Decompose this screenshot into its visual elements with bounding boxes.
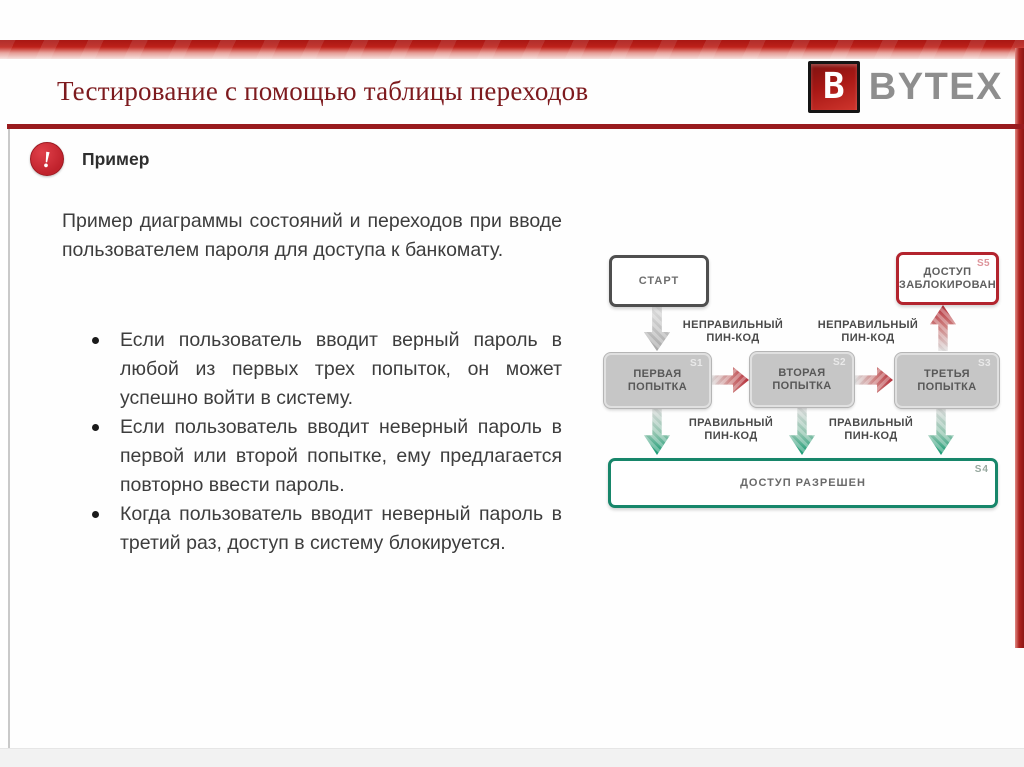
arrow-third-to-granted	[928, 408, 954, 455]
state-code: S1	[689, 358, 703, 369]
edge-label-wrong-pin: НЕПРАВИЛЬНЫЙ ПИН-КОД	[682, 319, 784, 344]
state-label: ДОСТУП ЗАБЛОКИРОВАН	[898, 265, 997, 291]
left-edge-line	[8, 129, 10, 763]
state-label: ВТОРАЯ ПОПЫТКА	[772, 366, 832, 392]
list-item: Если пользователь вводит неверный пароль в первой или второй попытке, ему предлагается повторно ввести пароль.	[90, 413, 562, 500]
state-label: ТРЕТЬЯ ПОПЫТКА	[917, 367, 977, 393]
header-band	[0, 40, 1024, 59]
arrow-first-to-granted	[644, 408, 670, 455]
example-heading: Пример	[82, 148, 150, 169]
bullet-list	[90, 326, 562, 558]
state-code: S3	[977, 358, 991, 369]
arrow-first-to-second	[711, 367, 749, 393]
list-item: Если пользователь вводит верный пароль в любой из первых трех попыток, он может успешно войти в систему.	[90, 326, 562, 413]
state-label: СТАРТ	[638, 274, 680, 287]
arrow-third-to-blocked	[930, 305, 956, 351]
state-box-third-attempt	[895, 353, 999, 408]
right-edge-stripe	[1015, 48, 1024, 648]
arrow-second-to-third	[855, 367, 893, 393]
intro-paragraph: Пример диаграммы состояний и переходов при вводе пользователем пароля для доступа к банкомату.	[62, 210, 562, 261]
page-title: Тестирование с помощью таблицы переходов	[57, 76, 589, 106]
logo-letter: B	[822, 66, 845, 107]
exclamation-icon: !	[30, 142, 64, 176]
state-box-start	[609, 255, 709, 307]
edge-label-wrong-pin: НЕПРАВИЛЬНЫЙ ПИН-КОД	[817, 319, 919, 344]
state-label: ПЕРВАЯ ПОПЫТКА	[627, 367, 688, 393]
example-heading-row	[30, 142, 149, 176]
arrow-start-to-first	[644, 306, 670, 351]
state-code: S5	[976, 258, 990, 269]
state-code: S4	[974, 464, 989, 475]
title-divider	[7, 124, 1024, 129]
edge-label-right-pin: ПРАВИЛЬНЫЙ ПИН-КОД	[688, 417, 774, 442]
bytex-logo	[808, 61, 1003, 113]
bottom-band	[0, 748, 1024, 767]
state-code: S2	[832, 357, 846, 368]
title-bar	[0, 59, 1015, 124]
state-box-first-attempt	[604, 353, 711, 408]
logo-text: BYTEX	[868, 65, 1003, 108]
state-label: ДОСТУП РАЗРЕШЕН	[740, 476, 866, 489]
bytex-logo-icon	[808, 61, 860, 113]
arrow-second-to-granted	[789, 408, 815, 455]
state-box-access-granted	[608, 458, 998, 508]
state-box-access-blocked	[896, 252, 999, 305]
state-box-second-attempt	[750, 352, 854, 407]
list-item: Когда пользователь вводит неверный пароль в третий раз, доступ в систему блокируется.	[90, 500, 562, 558]
edge-label-right-pin: ПРАВИЛЬНЫЙ ПИН-КОД	[828, 417, 914, 442]
